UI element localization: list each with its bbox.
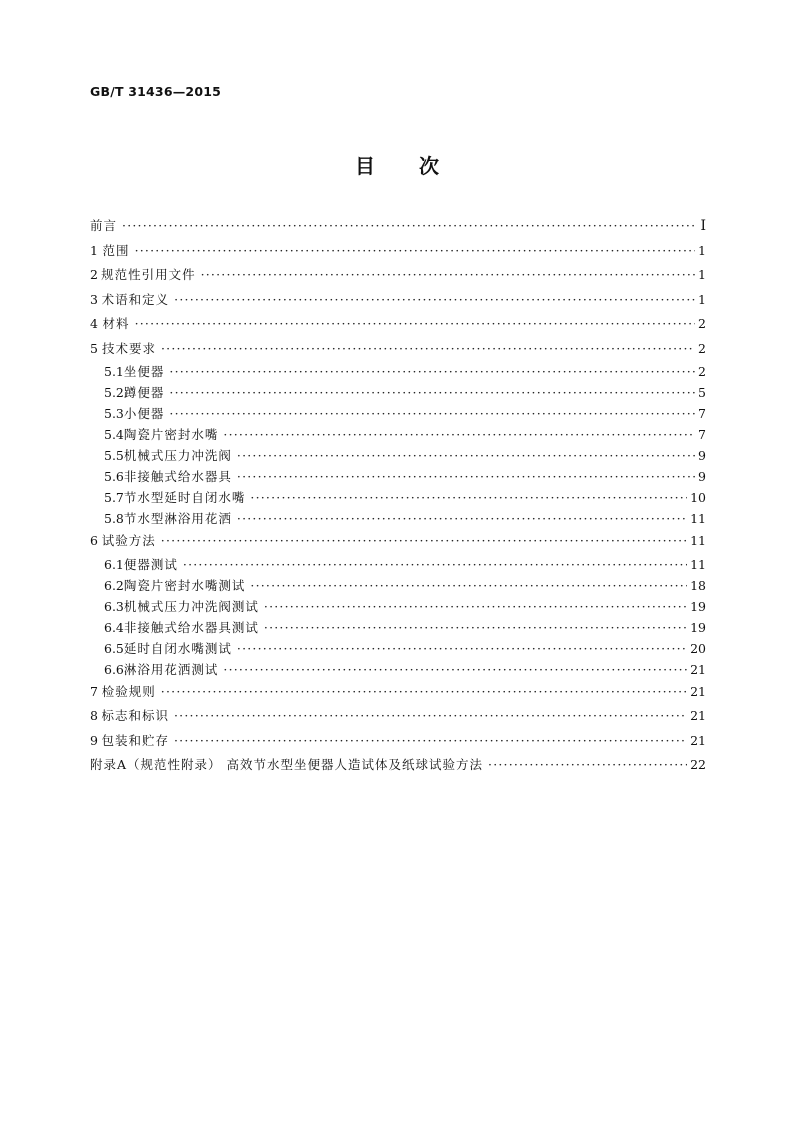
toc-entry-number: 8 — [90, 708, 98, 723]
table-of-contents — [90, 214, 706, 778]
toc-entry-label: 机械式压力冲洗阀测试 — [123, 598, 259, 614]
dot-leader — [161, 337, 695, 362]
dot-leader — [237, 445, 695, 466]
toc-entry-label: 机械式压力冲洗阀 — [123, 448, 232, 463]
toc-entry-page: 18 — [690, 577, 706, 593]
toc-entry-page: 21 — [690, 661, 706, 677]
dot-leader — [183, 554, 687, 575]
toc-entry[interactable] — [90, 424, 706, 445]
toc-entry[interactable] — [90, 753, 706, 778]
toc-entry-number: 6.6 — [104, 661, 124, 677]
toc-entry-number: 9 — [90, 732, 98, 748]
dot-leader — [201, 263, 695, 288]
toc-entry[interactable] — [90, 445, 706, 466]
toc-entry-label: 包装和贮存 — [101, 732, 169, 748]
toc-entry-number: 5.8 — [104, 511, 124, 526]
toc-entry[interactable] — [90, 214, 706, 239]
toc-entry-page: 9 — [698, 448, 706, 463]
toc-entry-page: 2 — [698, 364, 706, 379]
toc-entry-label: 附录A（规范性附录） 高效节水型坐便器人造试体及纸球试验方法 — [90, 757, 484, 772]
toc-entry-page: 7 — [698, 406, 706, 421]
dot-leader — [237, 508, 687, 529]
toc-entry-label: 技术要求 — [101, 340, 156, 356]
toc-entry[interactable] — [90, 239, 706, 264]
toc-entry-page: 1 — [698, 242, 706, 258]
toc-entry-label: 陶瓷片密封水嘴 — [123, 427, 219, 442]
dot-leader — [169, 382, 695, 403]
toc-entry[interactable] — [90, 659, 706, 680]
dot-leader — [174, 704, 687, 729]
toc-entry[interactable] — [90, 382, 706, 403]
toc-entry-label: 非接触式给水器具 — [123, 469, 232, 484]
toc-entry-label: 坐便器 — [123, 364, 165, 379]
toc-entry-number: 6.3 — [104, 598, 124, 614]
toc-entry[interactable] — [90, 466, 706, 487]
toc-entry-page: 19 — [690, 619, 706, 635]
dot-leader — [161, 680, 687, 705]
dot-leader — [174, 729, 687, 754]
dot-leader — [237, 638, 687, 659]
dot-leader — [264, 596, 687, 617]
toc-entry[interactable] — [90, 263, 706, 288]
dot-leader — [135, 312, 695, 337]
toc-entry-number: 6.1 — [104, 556, 124, 572]
toc-entry-number: 5.1 — [104, 364, 124, 379]
toc-entry-number: 5.4 — [104, 427, 124, 442]
toc-entry-label: 材料 — [102, 316, 130, 331]
toc-entry[interactable] — [90, 529, 706, 554]
toc-entry-page: 9 — [698, 469, 706, 484]
toc-entry-page: Ⅰ — [700, 218, 706, 234]
toc-entry-number: 6.2 — [104, 577, 124, 593]
dot-leader — [223, 659, 687, 680]
toc-entry-page: 10 — [690, 490, 706, 505]
toc-entry-label: 标志和标识 — [101, 708, 169, 723]
toc-title: 目次 — [355, 154, 483, 178]
toc-entry-page: 2 — [698, 316, 706, 331]
dot-leader — [250, 487, 687, 508]
toc-entry-label: 蹲便器 — [123, 385, 165, 400]
toc-entry[interactable] — [90, 312, 706, 337]
dot-leader — [169, 403, 695, 424]
toc-entry[interactable] — [90, 361, 706, 382]
toc-entry-label: 延时自闭水嘴测试 — [123, 640, 232, 656]
toc-entry-page: 1 — [698, 267, 706, 282]
toc-entry-page: 5 — [698, 385, 706, 400]
dot-leader — [169, 361, 695, 382]
toc-entry-number: 2 — [90, 267, 98, 282]
toc-entry[interactable] — [90, 575, 706, 596]
toc-entry-page: 19 — [690, 598, 706, 614]
toc-entry-label: 非接触式给水器具测试 — [123, 619, 259, 635]
toc-entry-number: 5 — [90, 340, 98, 356]
toc-entry-label: 陶瓷片密封水嘴测试 — [123, 577, 246, 593]
dot-leader — [237, 466, 695, 487]
toc-entry[interactable] — [90, 680, 706, 705]
toc-entry-label: 规范性引用文件 — [101, 267, 196, 282]
toc-entry-label: 前言 — [90, 218, 118, 233]
toc-entry-number: 6.5 — [104, 640, 124, 656]
toc-entry-label: 范围 — [102, 242, 130, 258]
toc-entry[interactable] — [90, 617, 706, 638]
toc-entry-number: 5.3 — [104, 406, 124, 421]
toc-entry[interactable] — [90, 403, 706, 424]
toc-entry[interactable] — [90, 508, 706, 529]
dot-leader — [264, 617, 687, 638]
toc-entry[interactable] — [90, 638, 706, 659]
toc-entry[interactable] — [90, 596, 706, 617]
toc-entry-number: 7 — [90, 683, 98, 699]
toc-entry-page: 2 — [698, 340, 706, 356]
dot-leader — [161, 529, 687, 554]
toc-entry-label: 术语和定义 — [101, 291, 170, 307]
toc-entry-number: 3 — [90, 291, 98, 307]
toc-entry-label: 试验方法 — [101, 533, 156, 548]
toc-entry-label: 淋浴用花洒测试 — [123, 661, 219, 677]
toc-entry[interactable] — [90, 729, 706, 754]
toc-entry-number: 4 — [90, 316, 98, 331]
dot-leader — [488, 753, 687, 778]
dot-leader — [250, 575, 687, 596]
toc-entry-label: 节水型延时自闭水嘴 — [123, 490, 246, 505]
toc-entry-label: 小便器 — [123, 406, 165, 421]
toc-entry-page: 11 — [690, 533, 706, 548]
toc-entry-number: 5.7 — [104, 490, 124, 505]
toc-entry[interactable] — [90, 704, 706, 729]
toc-entry-page: 11 — [690, 556, 706, 572]
toc-entry[interactable] — [90, 288, 706, 313]
toc-entry-label: 便器测试 — [123, 556, 178, 572]
toc-entry-page: 21 — [690, 708, 706, 723]
dot-leader — [174, 288, 695, 313]
document-code: GB/T 31436—2015 — [90, 84, 222, 99]
toc-entry-page: 22 — [690, 757, 706, 772]
toc-entry-page: 20 — [690, 640, 706, 656]
toc-entry-page: 21 — [690, 732, 706, 748]
toc-entry-page: 21 — [690, 683, 706, 699]
toc-entry-number: 1 — [90, 242, 98, 258]
toc-entry[interactable] — [90, 337, 706, 362]
toc-entry-page: 11 — [690, 511, 706, 526]
toc-entry[interactable] — [90, 487, 706, 508]
toc-entry-page: 7 — [698, 427, 706, 442]
toc-entry-label: 节水型淋浴用花洒 — [123, 511, 232, 526]
dot-leader — [135, 239, 695, 264]
toc-entry-number: 5.2 — [104, 385, 124, 400]
toc-entry-page: 1 — [698, 291, 706, 307]
toc-entry[interactable] — [90, 554, 706, 575]
toc-entry-number: 6.4 — [104, 619, 124, 635]
toc-entry-label: 检验规则 — [101, 683, 156, 699]
toc-entry-number: 6 — [90, 533, 98, 548]
dot-leader — [122, 214, 695, 239]
dot-leader — [223, 424, 695, 445]
toc-entry-number: 5.6 — [104, 469, 124, 484]
toc-entry-number: 5.5 — [104, 448, 124, 463]
